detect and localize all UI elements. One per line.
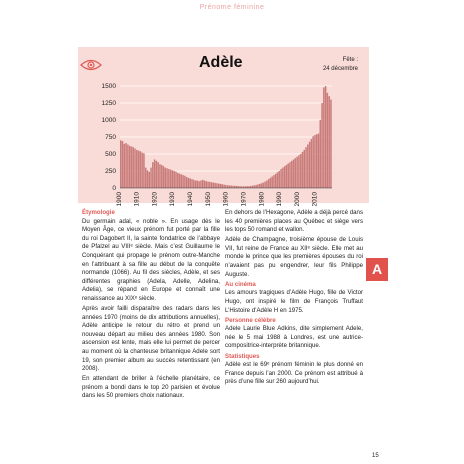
bar <box>138 151 140 188</box>
x-tick-label: 1940 <box>187 192 195 207</box>
bar <box>303 150 305 188</box>
bar <box>261 183 263 188</box>
bar <box>191 179 193 188</box>
bar <box>197 181 199 188</box>
x-tick-label: 2010 <box>311 192 319 207</box>
y-tick-label: 1000 <box>101 117 116 124</box>
bar <box>161 165 163 188</box>
bar <box>120 140 122 188</box>
bar <box>291 161 293 188</box>
bar <box>150 168 152 188</box>
bar <box>177 173 179 188</box>
bar <box>193 180 195 188</box>
bar <box>300 154 302 188</box>
bar <box>257 184 259 188</box>
bar <box>202 180 204 188</box>
bar <box>131 147 133 188</box>
bar <box>157 162 159 188</box>
paragraph: En attendant de briller à l’échelle planétaire, ce prénom a bondi dans le top 20 parisien et évolue dans les 50 premiers choix nationaux. <box>82 375 220 400</box>
x-tick-label: 1990 <box>276 192 284 207</box>
bar <box>195 181 197 188</box>
bar <box>149 172 151 188</box>
bar <box>298 155 300 188</box>
bar <box>209 182 211 188</box>
bar <box>293 159 295 188</box>
bar <box>323 87 325 188</box>
celebrity-heading: Personne célèbre <box>225 316 276 324</box>
bar <box>295 158 297 188</box>
x-tick-label: 1950 <box>204 192 212 207</box>
bar <box>145 168 147 188</box>
paragraph: Adèle de Champagne, troisième épouse de Louis VII, fut reine de France au XIIᵉ siècle. Elle met au monde le prince que les premières épouses du roi n’avaient pas pu engendrer, leur fils Philippe Auguste. <box>225 236 363 278</box>
x-tick-label: 1900 <box>115 192 123 207</box>
bar <box>136 150 138 188</box>
bar <box>325 86 327 188</box>
y-tick-label: 250 <box>105 168 116 175</box>
bar <box>154 159 156 188</box>
bar <box>314 135 316 188</box>
bar <box>204 181 206 188</box>
bar <box>296 157 298 188</box>
x-tick-label: 1980 <box>258 192 266 207</box>
statistics-heading: Statistiques <box>225 352 260 360</box>
bar <box>152 162 154 188</box>
x-tick-label: 1930 <box>169 192 177 207</box>
bar <box>280 169 282 188</box>
paragraph: Adele Laurie Blue Adkins, dite simplement Adele, née le 5 mai 1988 à Londres, est une autrice-compositrice-interprète britannique. <box>225 325 363 350</box>
bar <box>302 152 304 188</box>
paragraph: Les amours tragiques d’Adèle Hugo, fille de Victor Hugo, ont inspiré le film de François Truffaut L’Histoire d’Adèle H en 1975. <box>225 289 363 314</box>
bar <box>275 174 277 188</box>
bar <box>225 185 227 188</box>
bar <box>229 185 231 188</box>
bar <box>189 178 191 188</box>
bar <box>277 172 279 188</box>
bar <box>271 176 273 188</box>
bar <box>206 181 208 188</box>
bar <box>255 185 257 188</box>
x-tick-label: 2000 <box>293 192 301 207</box>
bar <box>263 183 265 188</box>
text-column-left <box>82 209 220 403</box>
bar <box>279 171 281 188</box>
x-tick-label: 1910 <box>133 192 141 207</box>
bar <box>165 168 167 188</box>
bar <box>213 183 215 188</box>
page-number: 15 <box>372 453 379 459</box>
bar <box>125 143 127 188</box>
x-tick-label: 1960 <box>222 192 230 207</box>
bar <box>184 176 186 188</box>
bar <box>170 170 172 188</box>
bar <box>143 153 145 188</box>
bar <box>311 139 313 188</box>
bar <box>328 96 330 188</box>
bar <box>232 186 234 188</box>
paragraph: En dehors de l’Hexagone, Adèle a déjà percé dans les 40 premières places au Québec et siège vers les tops 50 romand et wallon. <box>225 209 363 234</box>
bar <box>227 185 229 188</box>
bar <box>234 186 236 188</box>
cinema-heading: Au cinéma <box>225 280 256 288</box>
bar <box>198 181 200 188</box>
bar <box>159 164 161 188</box>
bar <box>173 171 175 188</box>
y-tick-label: 0 <box>112 185 116 192</box>
bar <box>307 144 309 188</box>
section-header: Prénome féminine <box>199 4 265 11</box>
bar <box>286 165 288 188</box>
bar <box>129 146 131 188</box>
paragraph: Du germain adal, « noble ». En usage dès le Moyen Âge, ce vieux prénom fut porté par la fille du roi Dagobert II, la sainte fondatrice de l’abbaye de Pfalzel au VIIIᵉ siècle. Mais c’est Guillaume le Conquérant qui propage le prénom outre-Manche en l’attribuant à sa fille au début de la conquête normande (1066). Au fil des siècles, Adèle, et ses différentes graphies (Adela, Adelle, Adelina, Adelia), se répand en Europe et connaît une renaissance au XIXᵉ siècle. <box>82 217 220 302</box>
bar <box>266 181 268 188</box>
fete-info <box>323 56 358 74</box>
bar <box>181 174 183 188</box>
bar <box>182 175 184 188</box>
bar <box>321 103 323 188</box>
paragraph: Après avoir failli disparaître des radars dans les années 1970 (moins de dix attributions annuelles), Adèle anticipe le retour du rétro et prend un nouveau départ au milieu des années 1980. Son ascension est lente, mais elle lui permet de percer au moment où la chanteuse britannique Adele sort 19, son premier album au succès retentissant (en 2008). <box>82 305 220 373</box>
x-tick-label: 1920 <box>151 192 159 207</box>
bar <box>140 151 142 188</box>
bar <box>166 168 168 188</box>
bar <box>312 136 314 188</box>
bar <box>264 182 266 188</box>
bar <box>270 178 272 188</box>
bar <box>282 168 284 188</box>
y-tick-label: 1250 <box>101 100 116 107</box>
y-tick-label: 1500 <box>101 83 116 90</box>
bar <box>147 170 149 188</box>
bar <box>252 186 254 188</box>
etymology-heading: Étymologie <box>82 209 115 216</box>
bar <box>222 184 224 188</box>
bar <box>127 144 129 188</box>
bar <box>156 161 158 188</box>
bar <box>254 185 256 188</box>
bar <box>179 174 181 188</box>
bar <box>316 134 318 188</box>
bar <box>273 175 275 188</box>
bar <box>175 172 177 188</box>
bar <box>250 186 252 188</box>
fete-label: Fête : <box>342 57 358 63</box>
paragraph: Adèle est le 69ᵉ prénom féminin le plus donné en France depuis l’an 2000. Ce prénom est attribué à près d’une fille sur 260 aujourd’hui. <box>225 361 363 386</box>
bar <box>134 149 136 188</box>
popularity-chart <box>82 78 342 208</box>
bar <box>284 166 286 188</box>
bar <box>259 184 261 188</box>
x-tick-label: 1970 <box>240 192 248 207</box>
bar <box>327 93 329 188</box>
bar <box>216 183 218 188</box>
bar <box>330 100 332 188</box>
bar <box>236 186 238 188</box>
bar <box>124 144 126 188</box>
bar <box>141 153 143 188</box>
bar <box>188 178 190 188</box>
text-column-right <box>225 209 363 388</box>
bar <box>207 182 209 188</box>
bar <box>186 177 188 188</box>
bar <box>163 166 165 188</box>
bar <box>230 186 232 188</box>
bar <box>305 147 307 188</box>
bar <box>220 184 222 188</box>
bar <box>268 179 270 188</box>
bar <box>218 184 220 188</box>
bar <box>211 182 213 188</box>
y-tick-label: 500 <box>105 151 116 158</box>
eye-icon <box>80 58 102 72</box>
bar <box>200 181 202 188</box>
bar <box>172 170 174 188</box>
bar <box>168 169 170 188</box>
y-tick-label: 750 <box>105 134 116 141</box>
bar <box>287 164 289 188</box>
bar <box>309 142 311 188</box>
bar <box>132 147 134 188</box>
bar <box>122 141 124 188</box>
alphabet-tab: A <box>366 258 388 281</box>
bar <box>214 183 216 188</box>
name-title: Adèle <box>199 54 243 71</box>
fete-date: 24 décembre <box>322 66 358 72</box>
bar <box>318 134 320 188</box>
bar <box>289 162 291 188</box>
bar <box>320 120 322 188</box>
bar <box>223 185 225 188</box>
